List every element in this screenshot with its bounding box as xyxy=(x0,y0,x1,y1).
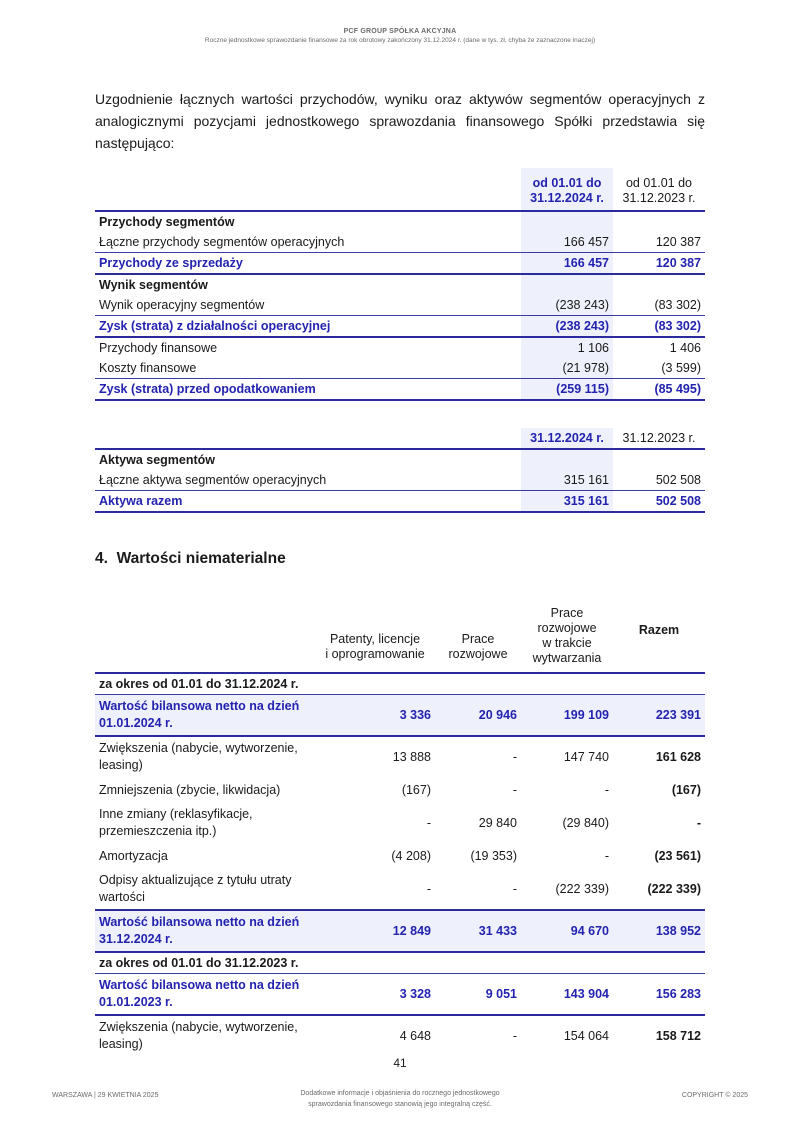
col-header-development-in-progress: Prace rozwojowe w trakcie wytwarzania xyxy=(521,592,613,673)
col-header-2023: od 01.01 do 31.12.2023 r. xyxy=(613,168,705,211)
intro-paragraph: Uzgodnienie łącznych wartości przychodów, wyniku oraz aktywów segmentów operacyjnych z analogicznymi pozycjami jednostkowego sprawozdania finansowego Spółki przedstawia się następująco: xyxy=(95,91,705,151)
footer-right: COPYRIGHT © 2025 xyxy=(681,1092,748,1099)
table-row: Wartość bilansowa netto na dzień 01.01.2024 r. 3 336 20 946 199 109 223 391 xyxy=(95,695,705,737)
col-header-2024: 31.12.2024 r. xyxy=(521,428,613,449)
intangible-assets-table xyxy=(95,592,705,1056)
table-row: Wynik segmentów xyxy=(95,274,705,295)
report-subtitle: Roczne jednostkowe sprawozdanie finansowe za rok obrotowy zakończony 31.12.2024 r. (dane w tys. zł, chyba że zaznaczone inaczej) xyxy=(204,37,596,44)
company-name: PCF GROUP SPÓŁKA AKCYJNA xyxy=(343,28,457,35)
period-row: za okres od 01.01 do 31.12.2023 r. xyxy=(95,952,705,974)
table-row: Zysk (strata) z działalności operacyjnej (238 243) (83 302) xyxy=(95,316,705,338)
segments-reconciliation-table xyxy=(95,168,705,401)
table-row: Koszty finansowe (21 978) (3 599) xyxy=(95,358,705,379)
table-header-row xyxy=(95,168,705,211)
table-row: Amortyzacja (4 208) (19 353) - (23 561) xyxy=(99,848,701,863)
col-header-2023: 31.12.2023 r. xyxy=(613,428,705,449)
table-row: Zmniejszenia (zbycie, likwidacja) (167) - - (167) xyxy=(99,782,701,797)
table-row: Wartość bilansowa netto na dzień 01.01.2023 r. 3 328 9 051 143 904 156 283 xyxy=(95,974,705,1016)
table-row: Zwiększenia (nabycie, wytworzenie, leasing) 13 888 - 147 740 161 628 xyxy=(99,741,701,772)
col-header-patents: Patenty, licencje i oprogramowanie xyxy=(315,592,435,673)
table-header-row xyxy=(95,428,705,449)
table-row: Inne zmiany (reklasyfikacje, przemieszczenia itp.) - 29 840 (29 840) - xyxy=(99,807,701,838)
footer-left: WARSZAWA | 29 KWIETNIA 2025 xyxy=(52,1092,159,1099)
page-header xyxy=(0,28,800,44)
table-row: Aktywa segmentów xyxy=(95,449,705,470)
table-row: Łączne aktywa segmentów operacyjnych 315 161 502 508 xyxy=(95,470,705,491)
table-row: Odpisy aktualizujące z tytułu utraty wartości - - (222 339) (222 339) xyxy=(95,869,705,910)
period-row: za okres od 01.01 do 31.12.2024 r. xyxy=(95,673,705,695)
table-row: Wartość bilansowa netto na dzień 31.12.2024 r. 12 849 31 433 94 670 138 952 xyxy=(95,910,705,952)
table-row: Zysk (strata) przed opodatkowaniem (259 115) (85 495) xyxy=(95,379,705,401)
table-row: Wynik operacyjny segmentów (238 243) (83 302) xyxy=(95,295,705,316)
table-row: Zwiększenia (nabycie, wytworzenie, leasing) 4 648 - 154 064 158 712 xyxy=(99,1020,701,1051)
segment-assets-table xyxy=(95,428,705,513)
table-row: Aktywa razem 315 161 502 508 xyxy=(95,491,705,513)
table-row: Przychody ze sprzedaży 166 457 120 387 xyxy=(95,253,705,275)
table-row: Łączne przychody segmentów operacyjnych 166 457 120 387 xyxy=(95,232,705,253)
col-header-development: Prace rozwojowe xyxy=(435,592,521,673)
footer-center: Dodatkowe informacje i objaśnienia do rocznego jednostkowego sprawozdania finansowego stanowią jego integralną część. xyxy=(300,1090,500,1108)
col-header-2024: od 01.01 do 31.12.2024 r. xyxy=(521,168,613,211)
table-row: Przychody segmentów xyxy=(95,211,705,232)
section-heading: 4. Wartości niematerialne xyxy=(95,550,286,567)
page-number: 41 xyxy=(393,1056,407,1070)
table-row: Przychody finansowe 1 106 1 406 xyxy=(95,337,705,358)
col-header-total: Razem xyxy=(613,592,705,673)
table-header-row xyxy=(95,592,705,673)
